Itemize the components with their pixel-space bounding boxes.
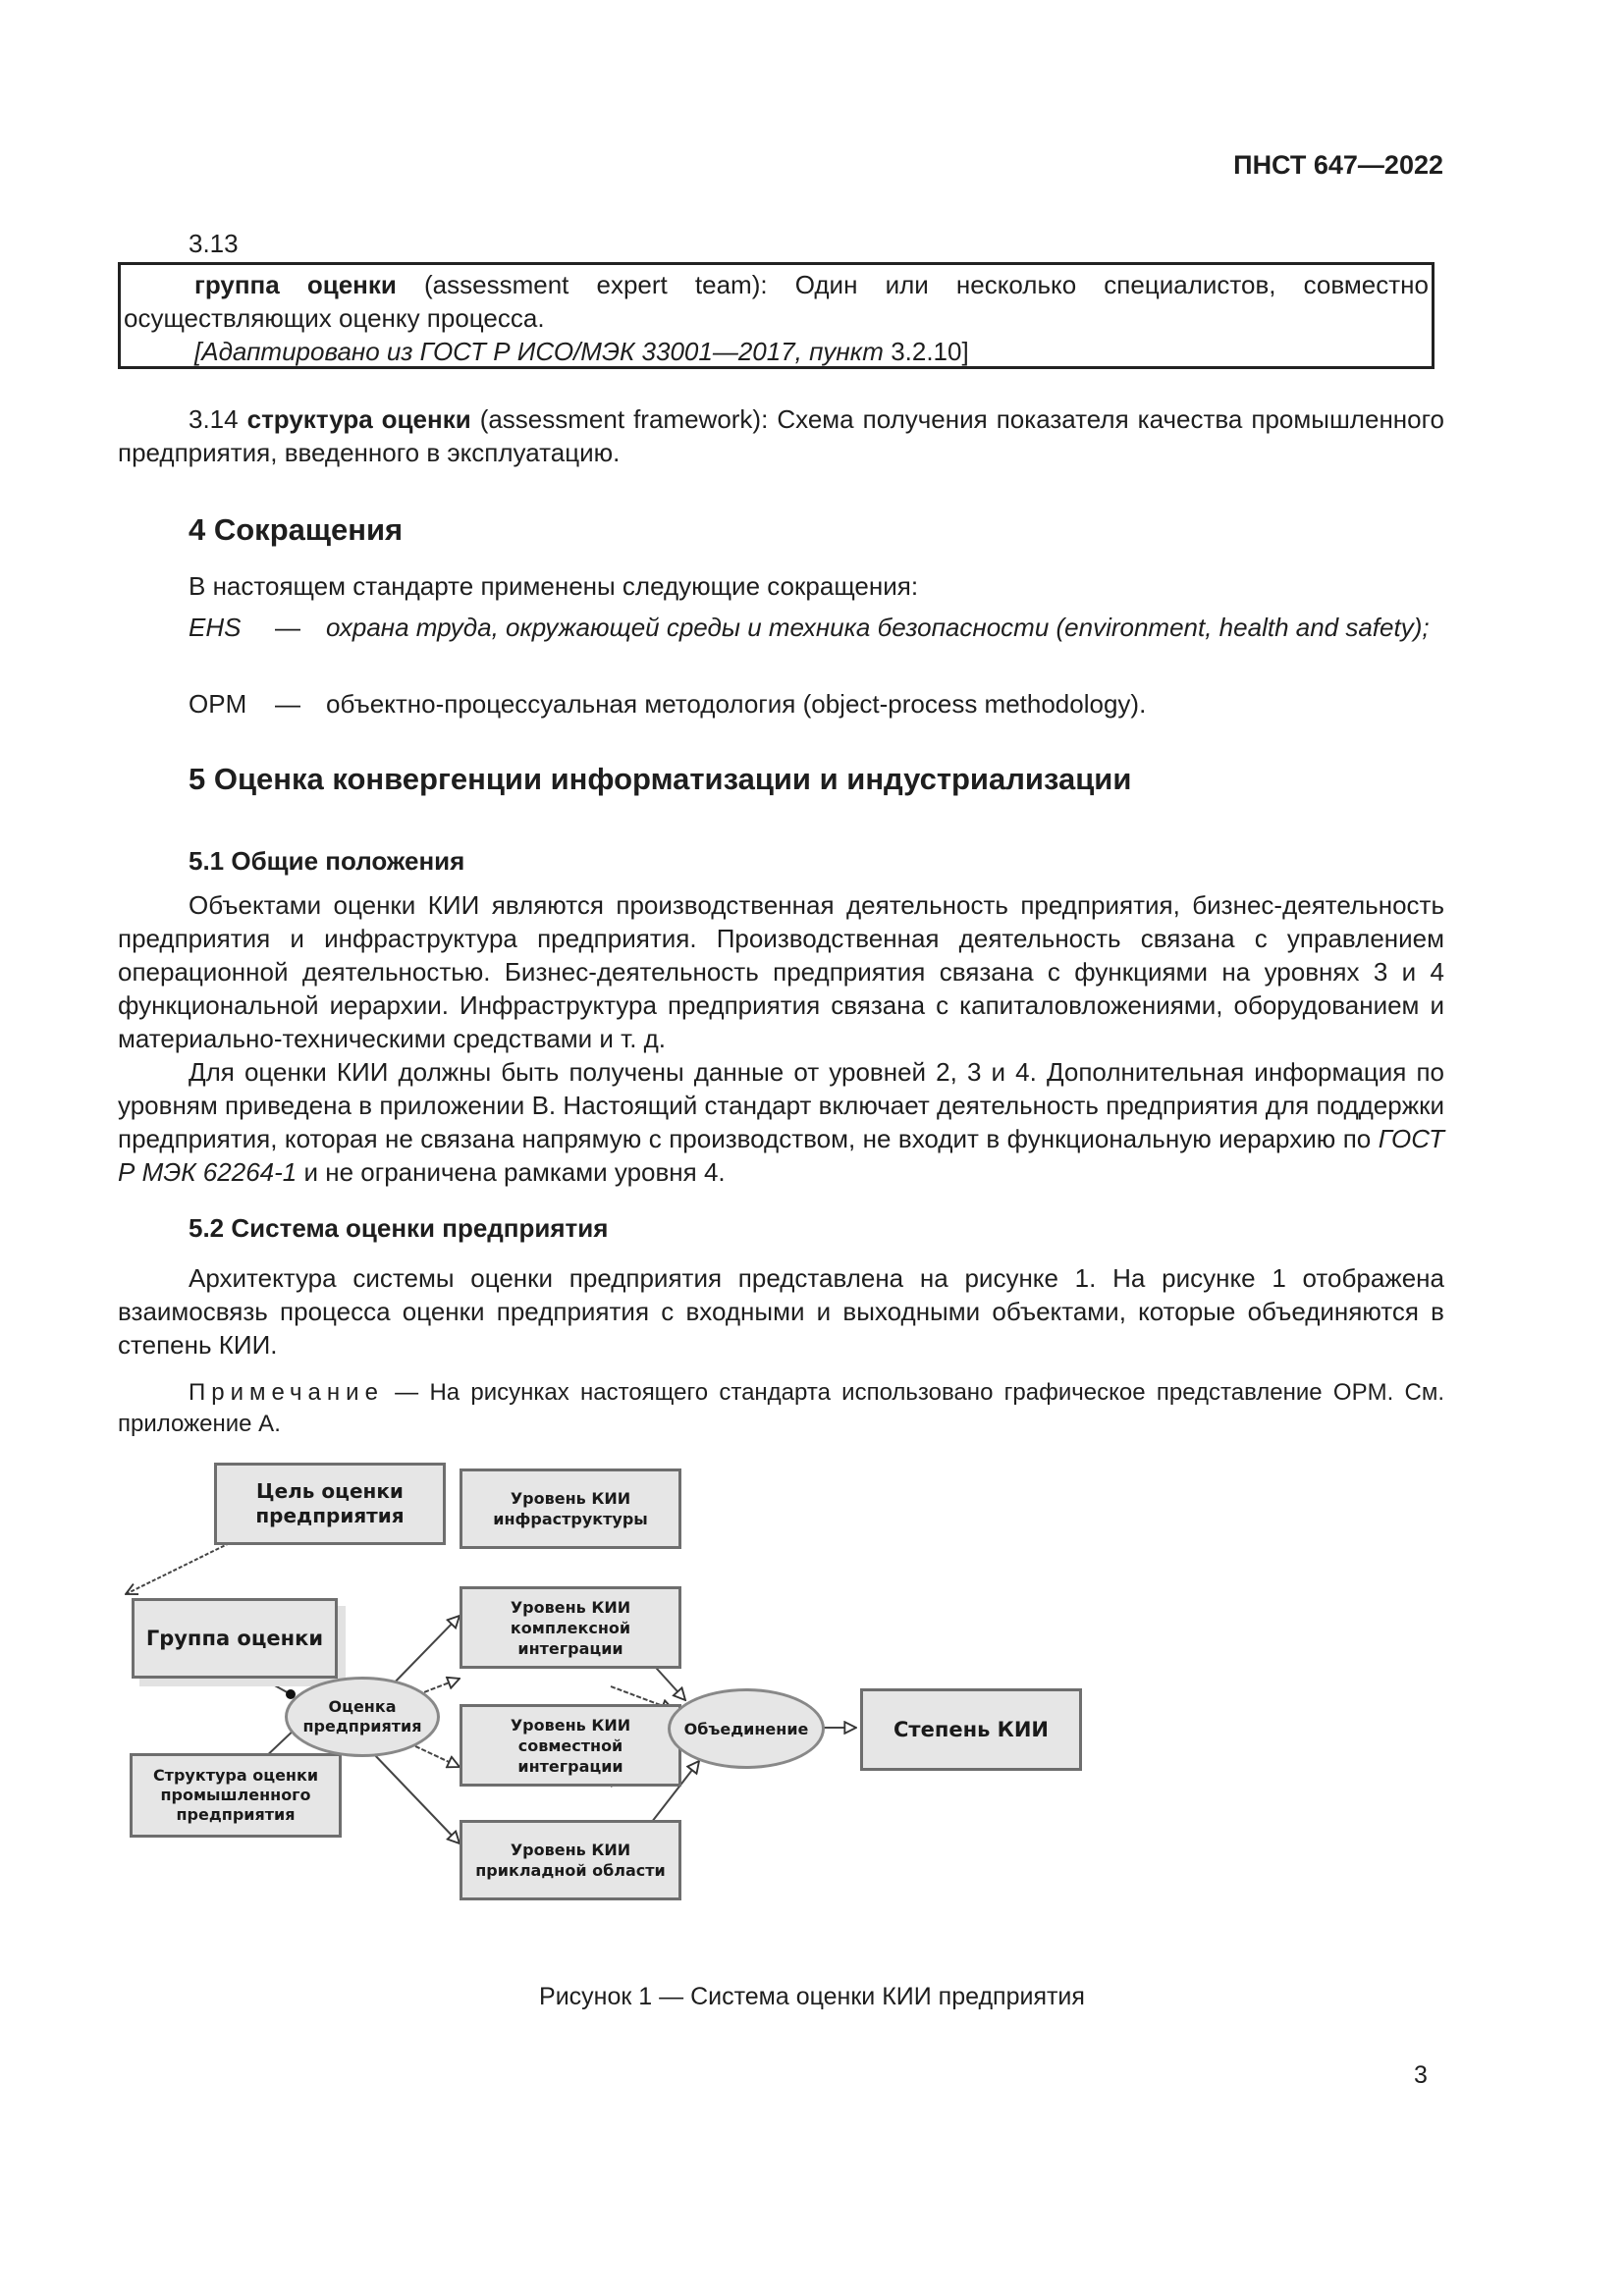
term-source-ref: [Адаптировано из ГОСТ Р ИСО/МЭК 33001—2017, пункт xyxy=(194,337,884,366)
process-enterprise-assessment xyxy=(285,1677,440,1757)
link-assessment-to-infra xyxy=(387,1616,460,1690)
section-intro: В настоящем стандарте применены следующие сокращения: xyxy=(189,571,919,601)
node-label: Степень КИИ xyxy=(893,1718,1049,1741)
node-assessment-team xyxy=(132,1598,338,1679)
term-definition-box xyxy=(118,262,1435,369)
node-label: Уровень КИИ инфраструктуры xyxy=(493,1489,648,1528)
term-source-clause: 3.2.10] xyxy=(883,337,969,366)
paragraph: Объектами оценки КИИ являются производственная деятельность предприятия, бизнес-деятельность предприятия и инфраструктура предприятия. Производственная деятельность связана с управлением операционной деятельностью. Бизнес-деятельность предприятия связана с функциями на уровнях 3 и 4 функциональной иерархии. Инфраструктура предприятия связана с капиталовложениями, оборудованием и материально-техническими средствами и т. д. xyxy=(118,890,1444,1053)
subsection-body xyxy=(118,888,1444,1189)
term-english: (assessment expert team): xyxy=(396,270,795,299)
figure-caption: Рисунок 1 — Система оценки КИИ предприятия xyxy=(539,1983,1085,2010)
term-definition xyxy=(118,402,1444,469)
paragraph: Архитектура системы оценки предприятия представлена на рисунке 1. На рисунке 1 отображена взаимосвязь процесса оценки предприятия с входными и выходными объектами, которые объединяются в степень КИИ. xyxy=(118,1263,1444,1360)
paragraph xyxy=(118,1055,1444,1189)
paragraph-text: Для оценки КИИ должны быть получены данные от уровней 2, 3 и 4. Дополнительная информация по уровням приведена в приложении В. Настоящий стандарт включает деятельность предприятия для поддержки предприятия, которая не связана напрямую с производством, не входит в функциональную иерархию по xyxy=(118,1057,1444,1153)
node-label: Оценка предприятия xyxy=(302,1697,422,1735)
abbreviation-item xyxy=(189,687,1435,721)
node-assessment-goal xyxy=(214,1463,446,1545)
process-merge xyxy=(668,1688,825,1769)
figure-diagram xyxy=(118,1453,1453,1953)
term-source xyxy=(124,335,1429,368)
abbreviation-definition: объектно-процессуальная методология (object-process methodology). xyxy=(326,689,1147,719)
node-level-infrastructure xyxy=(460,1468,681,1549)
node-label: Уровень КИИ комплексной интеграции xyxy=(510,1597,631,1658)
abbreviation-term: EHS xyxy=(189,613,242,642)
link-assessment-to-applied xyxy=(371,1751,460,1843)
node-label: Уровень КИИ прикладной области xyxy=(475,1841,666,1880)
term-definition xyxy=(124,268,1429,335)
abbreviation-dash: — xyxy=(275,689,300,719)
term-text: Схема получения показателя качества промышленного предприятия, введенного в эксплуатацию. xyxy=(118,404,1444,467)
abbreviation-dash: — xyxy=(275,613,300,642)
term-3-14 xyxy=(118,402,1444,469)
node-level-applied-domain xyxy=(460,1820,681,1900)
node-assessment-framework xyxy=(130,1753,342,1838)
node-label: Цель оценки предприятия xyxy=(255,1479,405,1527)
term-name: группа оценки xyxy=(194,270,397,299)
section-heading: 4 Сокращения xyxy=(189,512,404,547)
note-text xyxy=(118,1377,1444,1440)
term-english: (assessment framework): xyxy=(470,404,778,434)
term-number: 3.13 xyxy=(189,229,239,258)
node-label: Объединение xyxy=(683,1719,809,1738)
term-name: структура оценки xyxy=(246,404,471,434)
node-kii-degree xyxy=(860,1688,1082,1771)
note-body: — На рисунках настоящего стандарта использовано графическое представление OPM. См. приложение А. xyxy=(118,1379,1444,1437)
document-code: ПНСТ 647—2022 xyxy=(1233,150,1443,180)
node-label: Структура оценки промышленного предприятия xyxy=(152,1766,319,1824)
section-heading: 5 Оценка конвергенции информатизации и индустриализации xyxy=(189,762,1132,796)
node-label: Группа оценки xyxy=(145,1627,324,1650)
abbreviation-item xyxy=(189,611,1435,679)
abbreviation-term: OPM xyxy=(189,689,247,719)
subsection-body xyxy=(118,1261,1444,1362)
note xyxy=(118,1377,1444,1440)
page-number: 3 xyxy=(1414,2061,1428,2089)
node-level-complex-integration xyxy=(460,1586,681,1669)
abbreviation-definition: охрана труда, окружающей среды и техника безопасности (environment, health and safety); xyxy=(326,613,1430,642)
subsection-heading: 5.1 Общие положения xyxy=(189,846,465,876)
paragraph-text: и не ограничена рамками уровня 4. xyxy=(297,1157,726,1187)
node-level-joint-integration xyxy=(460,1704,681,1787)
standard-reference: ГОСТ Р МЭК 62264-1 xyxy=(118,1124,1444,1187)
subsection-heading: 5.2 Система оценки предприятия xyxy=(189,1213,609,1243)
node-label: Уровень КИИ совместной интеграции xyxy=(510,1715,631,1776)
term-number: 3.14 xyxy=(189,404,247,434)
term-text: Один или несколько специалистов, совместно осуществляющих оценку процесса. xyxy=(124,270,1429,333)
note-label: Примечание xyxy=(189,1379,384,1406)
